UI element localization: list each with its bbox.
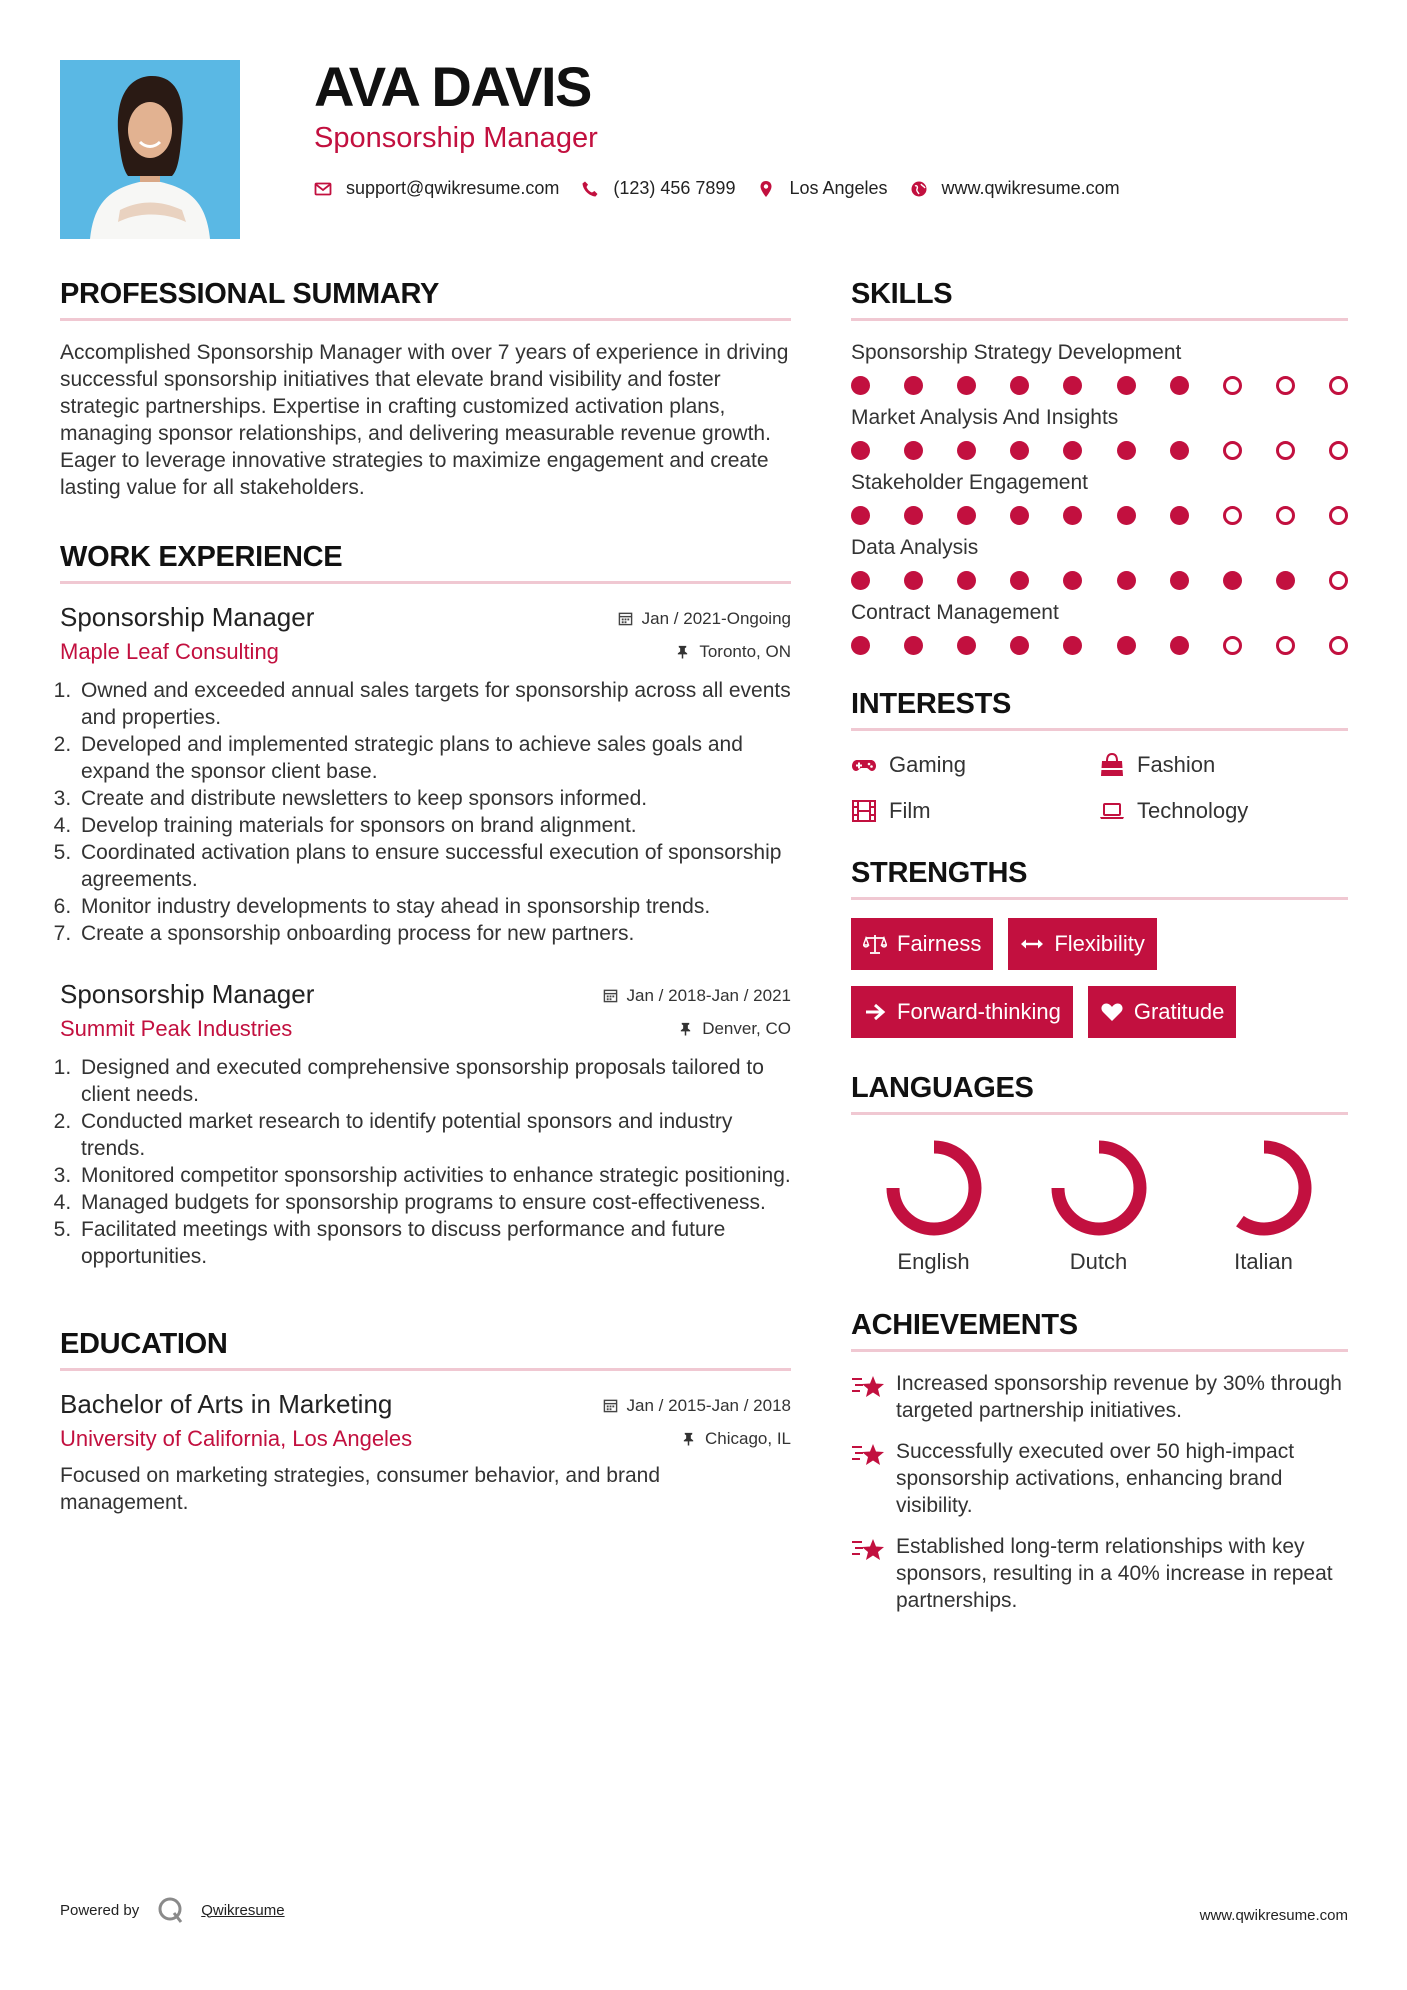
education-description: Focused on marketing strategies, consumer behavior, and brand management. [60, 1464, 661, 1514]
rating-dot-empty [1276, 506, 1295, 525]
laptop-icon [1099, 799, 1127, 823]
job-bullets [60, 677, 791, 947]
language-gauge [1044, 1133, 1154, 1243]
qwikresume-logo-icon [155, 1895, 185, 1925]
section-title: LANGUAGES [851, 1072, 1034, 1104]
job-bullet: 6. Monitor industry developments to stay ahead in sponsorship trends. [77, 893, 791, 920]
rating-dot-filled [1063, 376, 1082, 395]
candidate-name: AVA DAVIS [314, 55, 591, 118]
skills-list [851, 339, 1348, 656]
rating-dot-filled [957, 636, 976, 655]
section-title: WORK EXPERIENCE [60, 541, 343, 573]
interest-label: Fashion [1137, 752, 1216, 777]
achievement-text: Successfully executed over 50 high-impact sponsorship activations, enhancing brand visibility. [896, 1440, 1295, 1517]
rating-dot-filled [1170, 376, 1189, 395]
envelope-icon [314, 180, 332, 198]
language-gauge-arc [893, 1147, 975, 1229]
language-gauge-arc [1239, 1147, 1304, 1229]
rating-dot-filled [1010, 636, 1029, 655]
skill-name: Contract Management [851, 601, 1059, 624]
achievement-item [851, 1533, 1348, 1614]
rating-dot-filled [851, 376, 870, 395]
rating-dot-empty [1223, 636, 1242, 655]
heart-icon [1100, 1001, 1124, 1023]
skills-section [851, 276, 1348, 656]
rating-dot-empty [1223, 506, 1242, 525]
language-item [1016, 1133, 1181, 1275]
job-bullet: 5. Facilitated meetings with sponsors to discuss performance and future opportunities. [77, 1216, 791, 1270]
rating-dot-empty [1329, 441, 1348, 460]
rating-dot-filled [851, 441, 870, 460]
company-name: Maple Leaf Consulting [60, 639, 279, 664]
education-location [681, 1429, 791, 1449]
job-location-text: Toronto, ON [699, 641, 791, 661]
strength-badge [851, 918, 993, 970]
rating-dot-filled [851, 506, 870, 525]
rating-dot-filled [957, 506, 976, 525]
calendar-icon [603, 1398, 618, 1413]
contact-email[interactable] [314, 178, 559, 199]
languages-section [851, 1070, 1348, 1275]
calendar-icon [618, 611, 633, 626]
rating-dot-empty [1276, 636, 1295, 655]
skill-rating [851, 439, 1348, 461]
contact-location [757, 178, 887, 199]
contact-phone[interactable] [581, 178, 735, 199]
website-text: www.qwikresume.com [941, 178, 1120, 198]
rating-dot-filled [1010, 506, 1029, 525]
education-section [60, 1326, 791, 1516]
footer-website[interactable]: www.qwikresume.com [1199, 1907, 1348, 1924]
skill-item [851, 339, 1348, 396]
achievement-item [851, 1438, 1348, 1519]
rating-dot-filled [1170, 506, 1189, 525]
job-bullet: 4. Develop training materials for sponsors on brand alignment. [77, 812, 791, 839]
job-title: Sponsorship Manager [60, 979, 315, 1009]
education-location-text: Chicago, IL [705, 1428, 791, 1448]
job-date-text: Jan / 2018-Jan / 2021 [626, 985, 791, 1005]
footer-powered-by [60, 1895, 285, 1925]
job-bullet: 5. Coordinated activation plans to ensure successful execution of sponsorship agreements. [77, 839, 791, 893]
languages-list [851, 1133, 1348, 1275]
job-location [678, 1019, 791, 1039]
achievement-text: Increased sponsorship revenue by 30% through targeted partnership initiatives. [896, 1372, 1342, 1422]
summary-section [60, 276, 791, 501]
rating-dot-filled [957, 376, 976, 395]
job-bullet: 2. Developed and implemented strategic plans to achieve sales goals and expand the sponsor client base. [77, 731, 791, 785]
strengths-list [851, 918, 1348, 1038]
film-icon [851, 799, 879, 823]
interest-film [851, 795, 1099, 827]
interest-gaming [851, 749, 1099, 781]
candidate-title: Sponsorship Manager [314, 122, 598, 154]
rating-dot-filled [1063, 506, 1082, 525]
contact-bar [314, 178, 1142, 199]
language-item [1181, 1133, 1346, 1275]
rating-dot-filled [1117, 376, 1136, 395]
strength-label: Forward-thinking [897, 999, 1061, 1024]
job-bullet: 3. Monitored competitor sponsorship activities to enhance strategic positioning. [77, 1162, 791, 1189]
left-column [60, 276, 791, 1516]
achievements-section [851, 1307, 1348, 1614]
rating-dot-filled [957, 441, 976, 460]
section-divider [851, 318, 1348, 321]
rating-dot-filled [851, 571, 870, 590]
rating-dot-filled [1063, 441, 1082, 460]
skill-item [851, 534, 1348, 591]
job-bullet: 3. Create and distribute newsletters to keep sponsors informed. [77, 785, 791, 812]
achievement-item [851, 1370, 1348, 1424]
job-date-text: Jan / 2021-Ongoing [641, 608, 791, 628]
interests-grid [851, 749, 1348, 827]
skill-rating [851, 504, 1348, 526]
calendar-icon [603, 988, 618, 1003]
interest-label: Gaming [889, 752, 967, 777]
job-date [603, 986, 791, 1006]
education-date [603, 1396, 791, 1416]
rating-dot-filled [1010, 571, 1029, 590]
rating-dot-filled [957, 571, 976, 590]
section-title: SKILLS [851, 278, 953, 310]
rating-dot-filled [851, 636, 870, 655]
experience-section [60, 539, 791, 1270]
interest-label: Technology [1137, 798, 1249, 823]
rating-dot-filled [1063, 571, 1082, 590]
right-column [851, 276, 1348, 1628]
rating-dot-filled [1170, 636, 1189, 655]
section-divider [60, 581, 791, 584]
rating-dot-filled [1010, 441, 1029, 460]
language-gauge [879, 1133, 989, 1243]
rating-dot-empty [1329, 571, 1348, 590]
location-text: Los Angeles [789, 178, 888, 198]
section-divider [60, 318, 791, 321]
person-photo-illustration [60, 60, 240, 239]
company-name: Summit Peak Industries [60, 1016, 293, 1041]
degree-title: Bachelor of Arts in Marketing [60, 1389, 393, 1419]
shopping-bag-icon [1099, 753, 1127, 777]
rating-dot-filled [1170, 441, 1189, 460]
strength-badge [1088, 986, 1237, 1038]
rating-dot-filled [1117, 571, 1136, 590]
map-marker-icon [757, 180, 775, 198]
skill-name: Stakeholder Engagement [851, 471, 1088, 494]
skill-item [851, 469, 1348, 526]
strength-label: Flexibility [1054, 931, 1145, 956]
language-name: Italian [1234, 1249, 1293, 1274]
strength-label: Fairness [897, 931, 982, 956]
job-bullets [60, 1054, 791, 1270]
section-divider [851, 1349, 1348, 1352]
strength-badge [1008, 918, 1156, 970]
phone-icon [581, 180, 599, 198]
job-bullet: 4. Managed budgets for sponsorship programs to ensure cost-effectiveness. [77, 1189, 791, 1216]
section-title: STRENGTHS [851, 857, 1028, 889]
section-title: PROFESSIONAL SUMMARY [60, 278, 440, 310]
interest-label: Film [889, 798, 931, 823]
pushpin-icon [681, 1431, 696, 1446]
skill-rating [851, 374, 1348, 396]
powered-by-text: Powered by [60, 1901, 140, 1919]
pushpin-icon [678, 1021, 693, 1036]
rating-dot-filled [1117, 441, 1136, 460]
qwikresume-link[interactable]: Qwikresume [201, 1901, 285, 1919]
rating-dot-empty [1329, 636, 1348, 655]
profile-photo [60, 60, 240, 239]
strength-badge [851, 986, 1073, 1038]
skill-item [851, 404, 1348, 461]
job-bullet: 1. Owned and exceeded annual sales targets for sponsorship across all events and properties. [77, 677, 791, 731]
gamepad-icon [851, 753, 879, 777]
rating-dot-filled [1117, 506, 1136, 525]
shooting-star-icon [851, 1438, 887, 1519]
balance-scale-icon [863, 933, 887, 955]
education-date-text: Jan / 2015-Jan / 2018 [626, 1395, 791, 1415]
rating-dot-filled [1170, 571, 1189, 590]
interest-fashion [1099, 749, 1347, 781]
section-divider [851, 897, 1348, 900]
job-entry [60, 979, 791, 1270]
job-location-text: Denver, CO [702, 1018, 791, 1038]
skill-item [851, 599, 1348, 656]
phone-text: (123) 456 7899 [613, 178, 736, 198]
section-divider [851, 728, 1348, 731]
rating-dot-filled [1010, 376, 1029, 395]
job-title: Sponsorship Manager [60, 602, 315, 632]
rating-dot-empty [1329, 376, 1348, 395]
skill-rating [851, 634, 1348, 656]
section-title: EDUCATION [60, 1328, 228, 1360]
skill-name: Data Analysis [851, 536, 979, 559]
rating-dot-empty [1276, 376, 1295, 395]
language-gauge-arc [1058, 1147, 1140, 1229]
rating-dot-filled [904, 376, 923, 395]
arrow-right-icon [863, 1001, 887, 1023]
rating-dot-filled [904, 506, 923, 525]
job-bullet: 1. Designed and executed comprehensive sponsorship proposals tailored to client needs. [77, 1054, 791, 1108]
section-divider [60, 1368, 791, 1371]
section-title: ACHIEVEMENTS [851, 1309, 1078, 1341]
skill-rating [851, 569, 1348, 591]
pushpin-icon [675, 644, 690, 659]
rating-dot-empty [1223, 376, 1242, 395]
section-title: INTERESTS [851, 688, 1012, 720]
rating-dot-filled [1117, 636, 1136, 655]
rating-dot-empty [1276, 441, 1295, 460]
job-location [675, 642, 791, 662]
contact-website[interactable] [910, 178, 1120, 199]
strengths-section [851, 855, 1348, 1038]
interests-section [851, 686, 1348, 827]
globe-icon [910, 180, 928, 198]
rating-dot-filled [1063, 636, 1082, 655]
job-entry [60, 602, 791, 947]
skill-name: Sponsorship Strategy Development [851, 341, 1182, 364]
language-name: Dutch [1069, 1249, 1128, 1274]
job-date [618, 609, 791, 629]
rating-dot-filled [904, 441, 923, 460]
arrows-horizontal-icon [1020, 933, 1044, 955]
achievement-text: Established long-term relationships with key sponsors, resulting in a 40% increase in repeat partnerships. [896, 1535, 1333, 1612]
rating-dot-filled [904, 571, 923, 590]
rating-dot-empty [1223, 441, 1242, 460]
language-gauge [1209, 1133, 1319, 1243]
rating-dot-filled [1223, 571, 1242, 590]
section-divider [851, 1112, 1348, 1115]
rating-dot-empty [1329, 506, 1348, 525]
language-item [851, 1133, 1016, 1275]
shooting-star-icon [851, 1533, 887, 1614]
interest-technology [1099, 795, 1347, 827]
language-name: English [897, 1249, 970, 1274]
job-bullet: 2. Conducted market research to identify potential sponsors and industry trends. [77, 1108, 791, 1162]
rating-dot-filled [1276, 571, 1295, 590]
skill-name: Market Analysis And Insights [851, 406, 1119, 429]
email-text: support@qwikresume.com [346, 178, 560, 198]
strength-label: Gratitude [1133, 999, 1225, 1024]
school-name: University of California, Los Angeles [60, 1426, 413, 1451]
rating-dot-filled [904, 636, 923, 655]
job-bullet: 7. Create a sponsorship onboarding process for new partners. [77, 920, 791, 947]
shooting-star-icon [851, 1370, 887, 1424]
summary-text: Accomplished Sponsorship Manager with over 7 years of experience in driving successful sponsorship initiatives that elevate brand visibility and foster strategic partnerships. Expertise in crafting customized activation plans, managing sponsor relationships, and delivering measurable revenue growth. Eager to leverage innovative strategies to maximize engagement and create lasting value for all stakeholders. [60, 341, 789, 499]
